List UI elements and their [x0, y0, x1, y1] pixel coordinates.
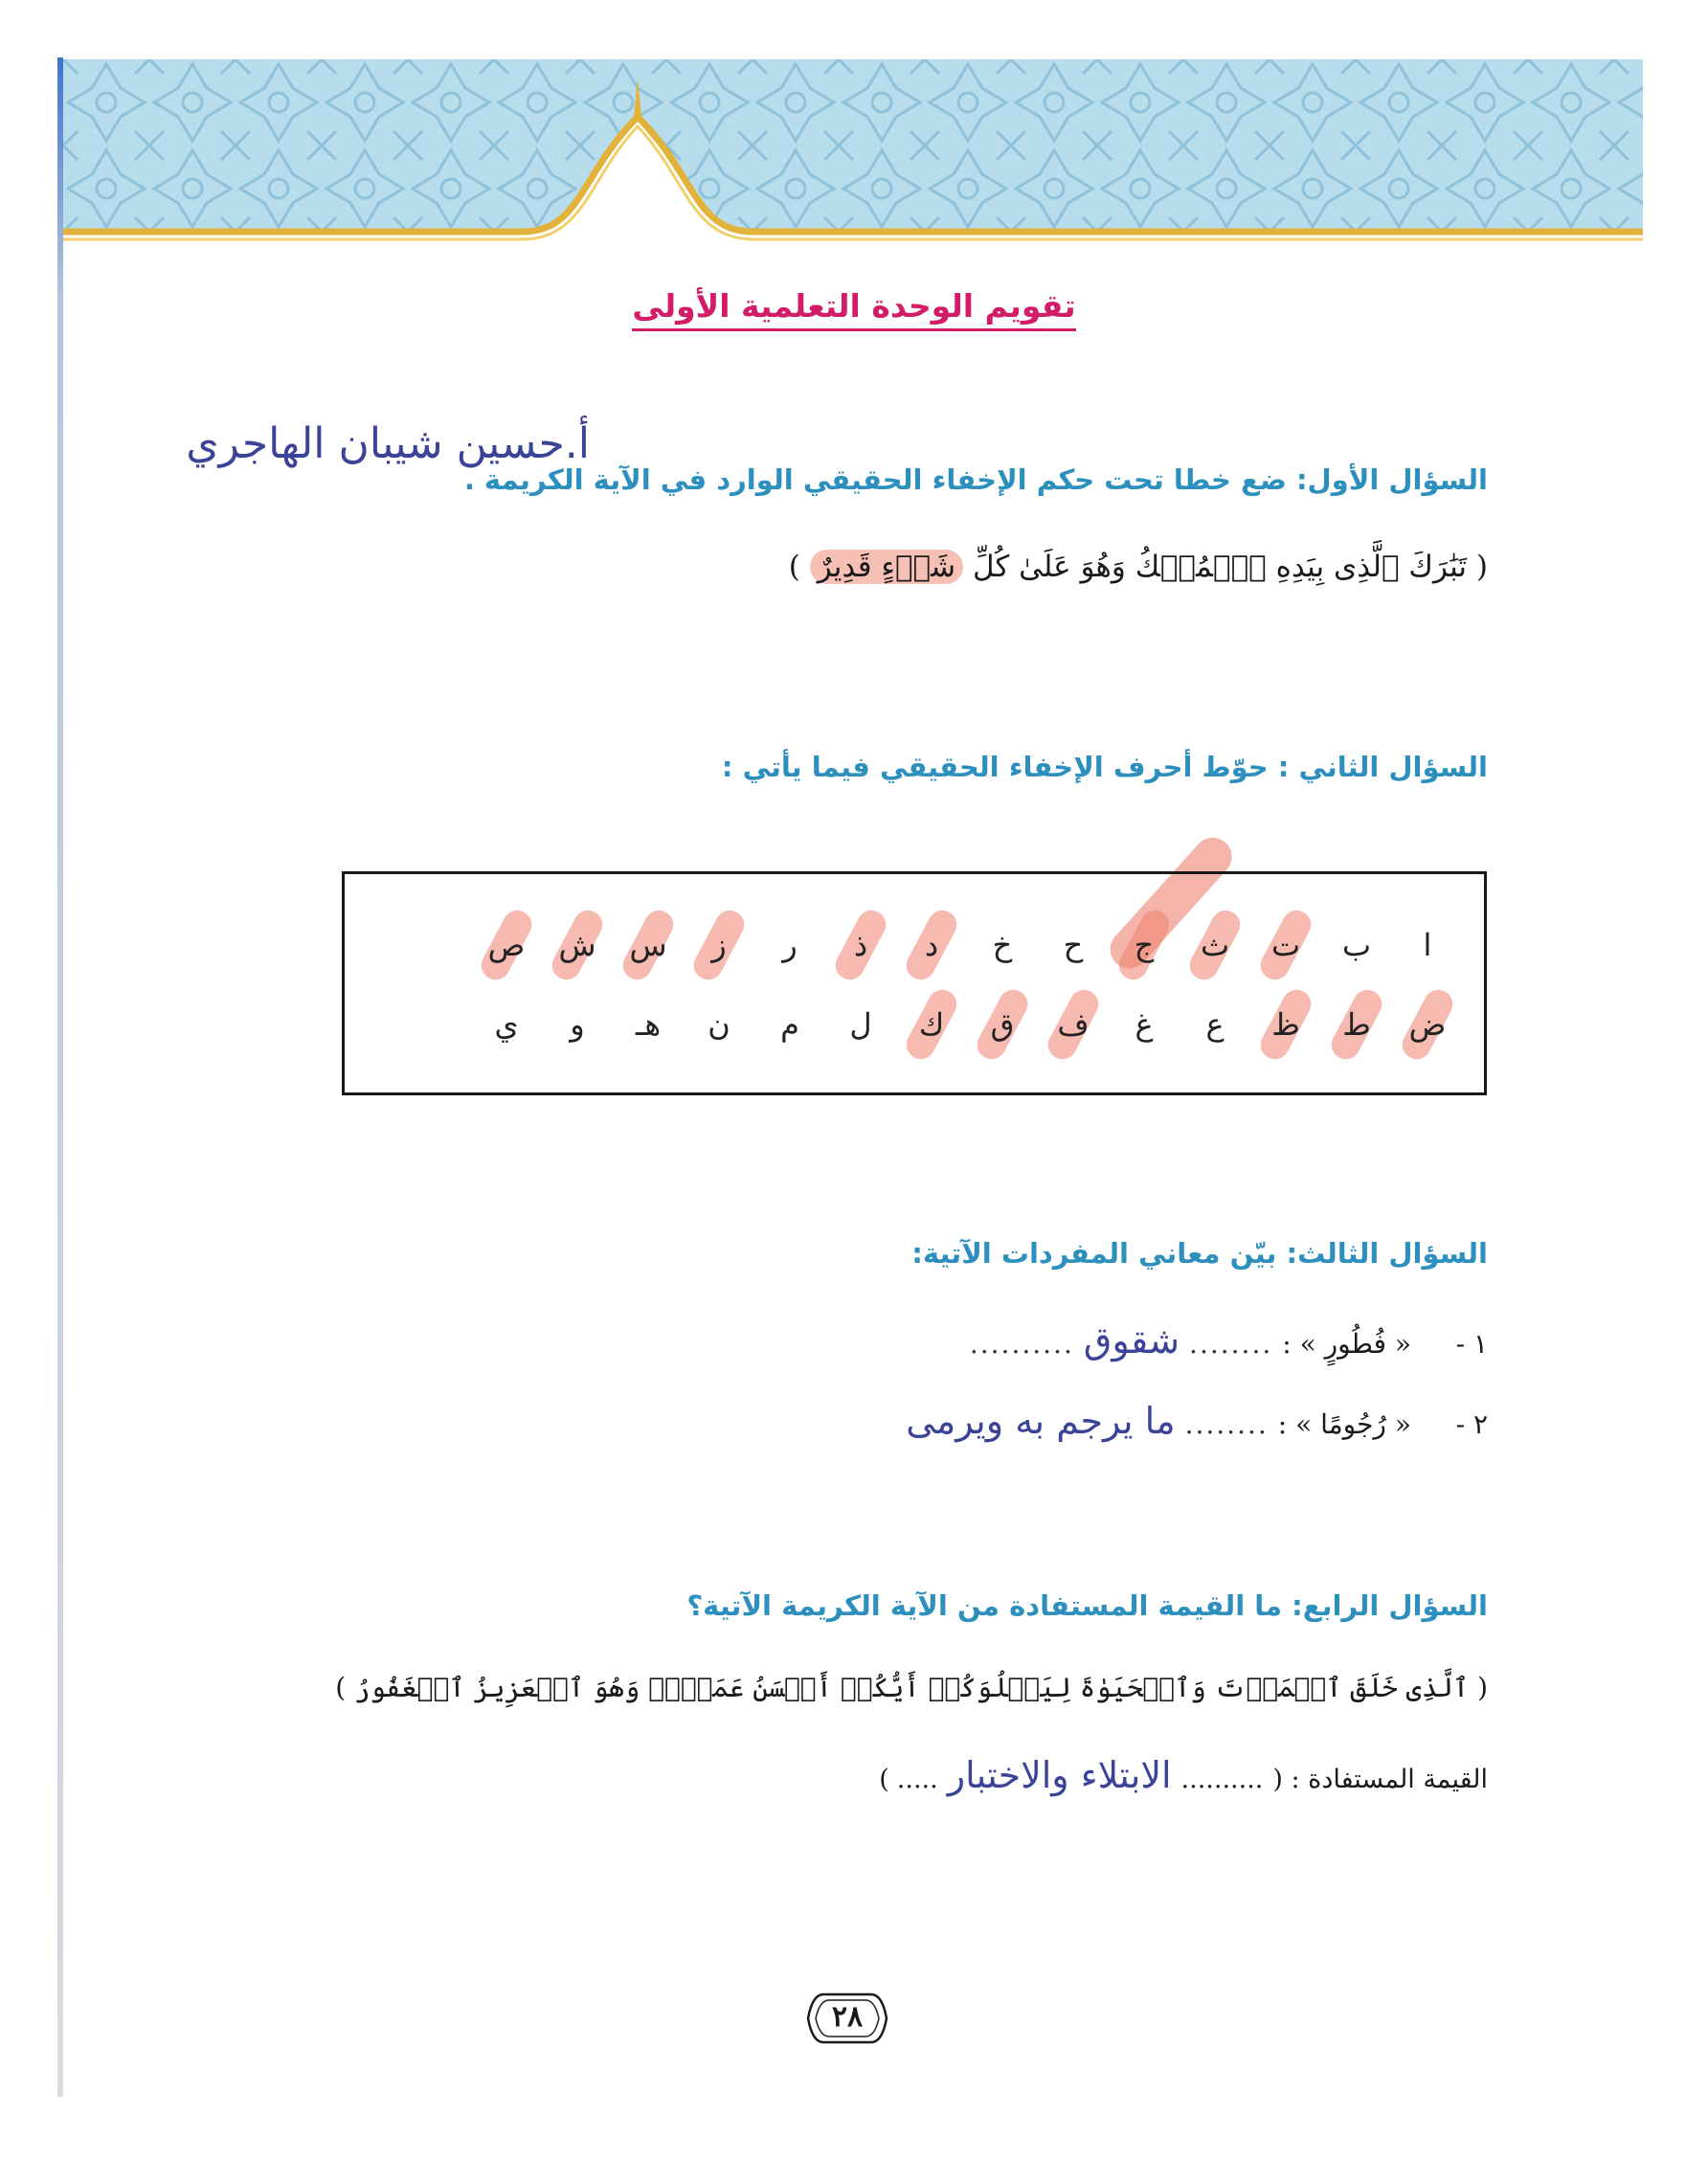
- letter-text: ع: [1205, 1006, 1225, 1043]
- letter-text: ر: [782, 927, 798, 963]
- letter-cell: [1038, 927, 1109, 963]
- ayah-close-paren: ): [788, 550, 810, 584]
- letter-text: ظ: [1271, 1006, 1300, 1043]
- letter-cell: [471, 927, 542, 963]
- letter-cell: [684, 927, 754, 963]
- letter-cell: [825, 927, 896, 963]
- letter-cell: [1038, 1006, 1109, 1043]
- letter-cell: [967, 927, 1038, 963]
- answer-dots: ..........: [1180, 1765, 1264, 1794]
- letter-text: ص: [487, 927, 526, 963]
- letter-text: ب: [1341, 927, 1372, 963]
- letter-text: و: [570, 1006, 585, 1043]
- letter-cell: [896, 1006, 967, 1043]
- letter-text: خ: [992, 927, 1013, 963]
- value-answer-line: [879, 1754, 1488, 1796]
- answer-dots: ..........: [969, 1328, 1074, 1360]
- vocab-item-number: ٢ -: [1455, 1408, 1488, 1440]
- letter-cell: [896, 927, 967, 963]
- handwritten-value-answer: الابتلاء والاختبار: [947, 1754, 1172, 1796]
- letter-text: ض: [1408, 1006, 1447, 1043]
- letter-text: هـ: [635, 1006, 662, 1043]
- letter-cell: [1180, 1006, 1250, 1043]
- question-4-title: السؤال الرابع: ما القيمة المستفادة من الآية الكريمة الآتية؟: [686, 1589, 1488, 1622]
- letter-cell: [471, 1006, 542, 1043]
- vocab-item-2: [896, 1400, 1488, 1442]
- letter-cell: [1392, 1006, 1463, 1043]
- page-edge: [57, 57, 63, 2097]
- letter-text: ش: [558, 927, 596, 963]
- letter-cell: [825, 1006, 896, 1043]
- teacher-name: أ.حسين شيبان الهاجري: [186, 419, 590, 468]
- letter-text: ط: [1342, 1006, 1371, 1043]
- question-1-title: السؤال الأول: ضع خطا تحت حكم الإخفاء الحقيقي الوارد في الآية الكريمة .: [463, 463, 1488, 496]
- letters-row-1: [471, 927, 1463, 963]
- letter-cell: [1180, 927, 1250, 963]
- question-3-title: السؤال الثالث: بيّن معاني المفردات الآتية:: [911, 1237, 1488, 1270]
- decorative-banner: [63, 59, 1643, 246]
- letter-text: ث: [1200, 927, 1230, 963]
- letter-cell: [754, 1006, 825, 1043]
- answer-dots: ........: [1189, 1328, 1273, 1360]
- vocab-word: « رُجُومًا » :: [1277, 1408, 1411, 1440]
- answer-dots: ........: [1184, 1408, 1269, 1440]
- letter-text: ت: [1270, 927, 1301, 963]
- letter-text: ا: [1423, 927, 1432, 963]
- letter-text: ي: [494, 1006, 519, 1043]
- letters-row-2: [471, 1006, 1463, 1043]
- question-1-ayah: [789, 550, 1488, 584]
- page-number: ٢٨: [831, 2000, 864, 2034]
- letter-cell: [1250, 1006, 1321, 1043]
- letter-text: ن: [708, 1006, 730, 1043]
- handwritten-answer: شقوق: [1083, 1319, 1180, 1362]
- value-close-paren: ): [879, 1765, 889, 1794]
- question-4-ayah: ( ٱلَّذِى خَلَقَ ٱلۡمَوۡتَ وَٱلۡحَيَوٰةَ لِيَبۡلُوَكُمۡ أَيُّكُمۡ أَحۡسَنُ عَمَلٗاۚ وَهُوَ ٱلۡعَزِيزُ ٱلۡغَفُورُ ): [335, 1672, 1488, 1703]
- answer-dots: .....: [896, 1765, 938, 1794]
- question-2-title: السؤال الثاني : حوّط أحرف الإخفاء الحقيقي فيما يأتي :: [721, 751, 1488, 783]
- letter-text: غ: [1135, 1006, 1154, 1043]
- letter-cell: [1250, 927, 1321, 963]
- letter-cell: [967, 1006, 1038, 1043]
- letter-cell: [754, 927, 825, 963]
- letter-cell: [542, 1006, 613, 1043]
- letter-text: ج: [1134, 927, 1155, 963]
- ayah-main-text: ( تَبَٰرَكَ ٱلَّذِى بِيَدِهِ ٱلۡمُلۡكُ وَهُوَ عَلَىٰ كُلِّ: [963, 550, 1488, 584]
- vocab-word: « فُطُورٍ » :: [1282, 1328, 1411, 1360]
- section-title-text: تقويم الوحدة التعلمية الأولى: [632, 287, 1075, 331]
- letter-cell: [1321, 927, 1392, 963]
- letter-text: ل: [849, 1006, 872, 1043]
- ayah-highlighted-text: شَىۡءٍ قَدِيرٌ: [810, 550, 963, 584]
- letter-text: ح: [1063, 927, 1084, 963]
- vocab-item-number: ١ -: [1455, 1328, 1488, 1360]
- letter-text: س: [629, 927, 667, 963]
- letter-cell: [1109, 927, 1180, 963]
- letter-cell: [542, 927, 613, 963]
- vocab-item-1: [970, 1319, 1488, 1362]
- letter-text: ف: [1057, 1006, 1090, 1043]
- value-label: القيمة المستفادة : (: [1272, 1765, 1488, 1794]
- letter-cell: [613, 927, 684, 963]
- handwritten-answer: ما يرجم به ويرمى: [906, 1400, 1176, 1442]
- letter-text: ز: [711, 927, 727, 963]
- letter-text: ق: [990, 1006, 1015, 1043]
- letter-cell: [1321, 1006, 1392, 1043]
- letter-text: م: [780, 1006, 799, 1043]
- letter-cell: [613, 1006, 684, 1043]
- page-number-badge: [806, 1989, 888, 2048]
- letter-text: ذ: [853, 927, 868, 963]
- letter-cell: [1109, 1006, 1180, 1043]
- section-title: [0, 287, 1708, 331]
- letters-box: [342, 871, 1487, 1095]
- letter-text: د: [924, 927, 939, 963]
- letter-cell: [1392, 927, 1463, 963]
- letter-text: ك: [918, 1006, 945, 1043]
- letter-cell: [684, 1006, 754, 1043]
